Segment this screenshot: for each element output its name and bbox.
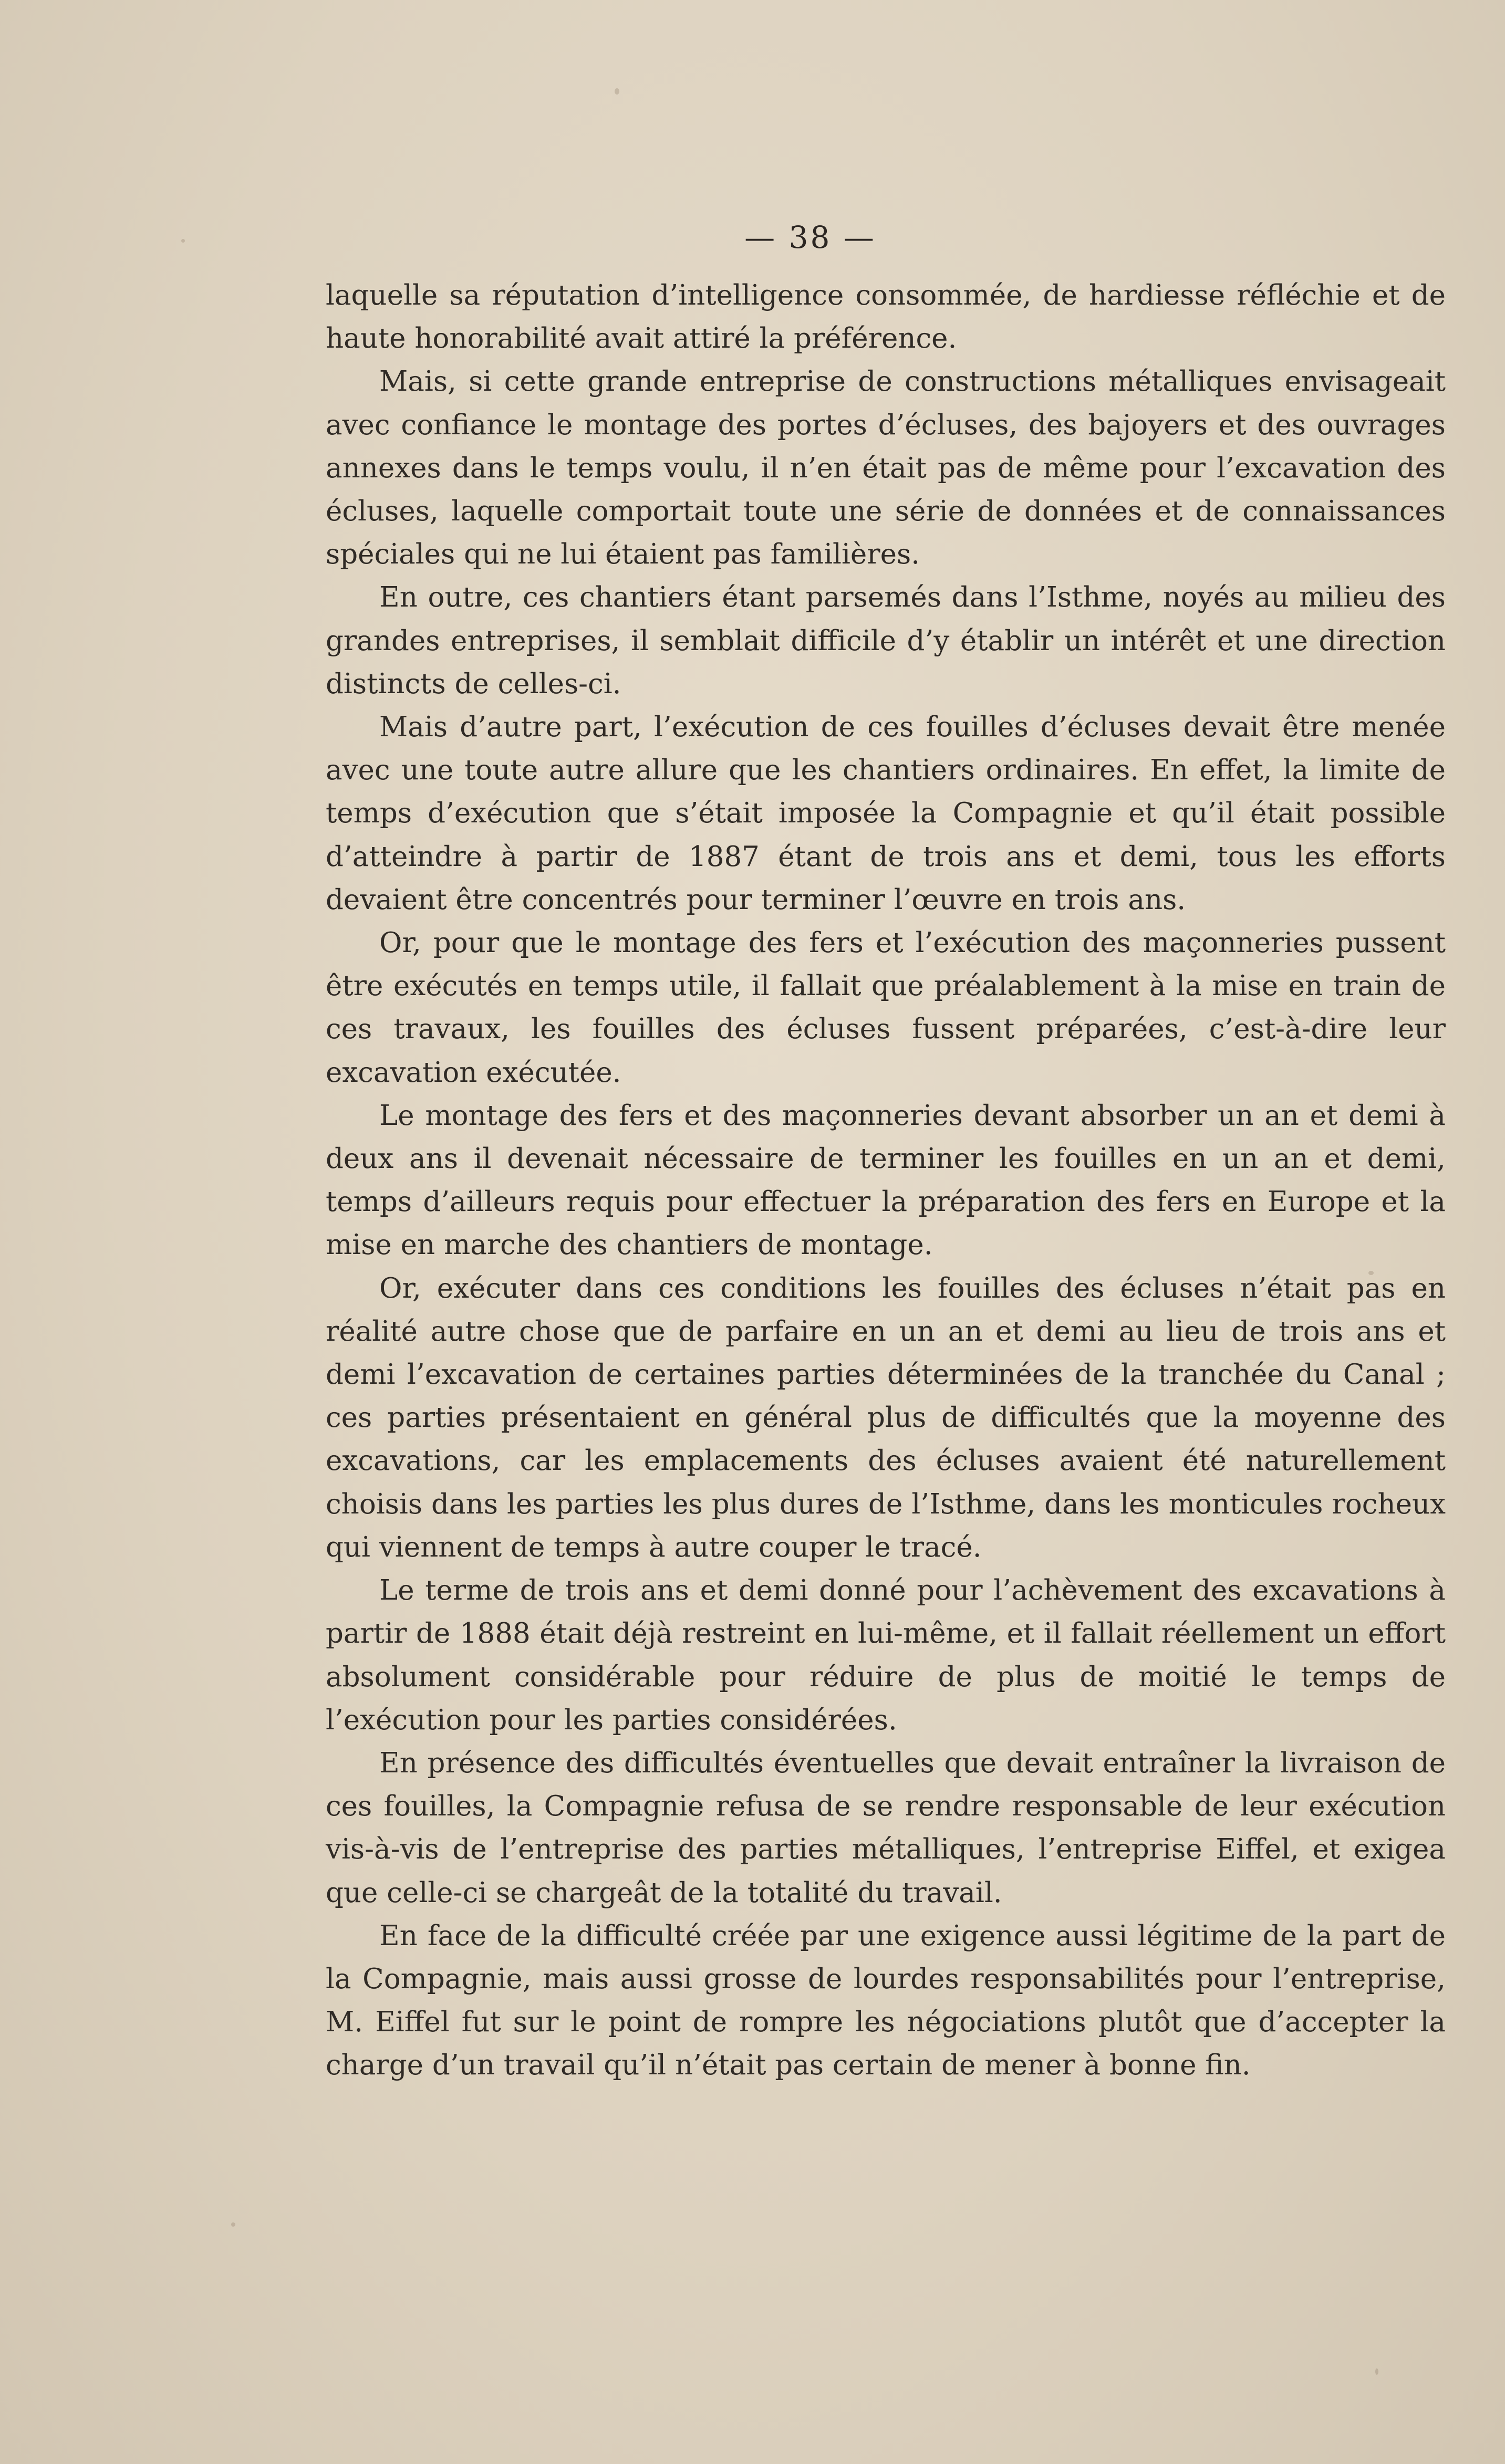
paper-speck: [615, 88, 619, 95]
paragraph: Le terme de trois ans et demi donné pour l’achèvement des excavations à partir de 1888 était déjà restreint en lui-même, et il fallait réellement un effort absolument considérable pour réduire de plus de moitié le temps de l’exécution pour les parties considérées.: [326, 1574, 1446, 1736]
paragraph: En présence des difficultés éventuelles que devait entraîner la livraison de ces fouilles, la Compagnie refusa de se rendre responsable de leur exécution vis-à-vis de l’entreprise des parties métalliques, l’entreprise Eiffel, et exigea que celle-ci se chargeât de la totalité du travail.: [326, 1747, 1446, 1909]
paragraph: Or, exécuter dans ces conditions les fouilles des écluses n’était pas en réalité autre chose que de parfaire en un an et demi au lieu de trois ans et demi l’excavation de certaines parties déterminées de la tranchée du Canal ; ces parties présentaient en général plus de difficultés que la moyenne des excavations, car les emplacements des écluses avaient été naturellement choisis dans les parties les plus dures de l’Isthme, dans les monticules rocheux qui viennent de temps à autre couper le tracé.: [326, 1272, 1446, 1563]
body-text: [326, 274, 1446, 2087]
paragraph: Le montage des fers et des maçonneries devant absorber un an et demi à deux ans il devenait nécessaire de terminer les fouilles en un an et demi, temps d’ailleurs requis pour effectuer la préparation des fers en Europe et la mise en marche des chantiers de montage.: [326, 1099, 1446, 1261]
paragraph: Or, pour que le montage des fers et l’exécution des maçonneries pussent être exécutés en temps utile, il fallait que préalablement à la mise en train de ces travaux, les fouilles des écluses fussent préparées, c’est-à-dire leur excavation exécutée.: [326, 927, 1446, 1089]
paper-speck: [231, 2222, 235, 2227]
page-number: — 38 —: [744, 220, 876, 255]
paper-speck: [1375, 2368, 1378, 2375]
paragraph: laquelle sa réputation d’intelligence consommée, de hardiesse réfléchie et de haute honorabilité avait attiré la préférence.: [326, 279, 1446, 355]
paragraph: En outre, ces chantiers étant parsemés dans l’Isthme, noyés au milieu des grandes entreprises, il semblait difficile d’y établir un intérêt et une direction distincts de celles-ci.: [326, 581, 1446, 700]
paragraph: Mais d’autre part, l’exécution de ces fouilles d’écluses devait être menée avec une toute autre allure que les chantiers ordinaires. En effet, la limite de temps d’exécution que s’était imposée la Compagnie et qu’il était possible d’atteindre à partir de 1887 étant de trois ans et demi, tous les efforts devaient être concentrés pour terminer l’œuvre en trois ans.: [326, 711, 1446, 916]
paragraph: En face de la difficulté créée par une exigence aussi légitime de la part de la Compagnie, mais aussi grosse de lourdes responsabilités pour l’entreprise, M. Eiffel fut sur le point de rompre les négociations plutôt que d’accepter la charge d’un travail qu’il n’était pas certain de mener à bonne fin.: [326, 1919, 1446, 2082]
paragraph: Mais, si cette grande entreprise de constructions métalliques envisageait avec confiance le montage des portes d’écluses, des bajoyers et des ouvrages annexes dans le temps voulu, il n’en était pas de même pour l’excavation des écluses, laquelle comportait toute une série de données et de connaissances spéciales qui ne lui étaient pas familières.: [326, 366, 1446, 571]
